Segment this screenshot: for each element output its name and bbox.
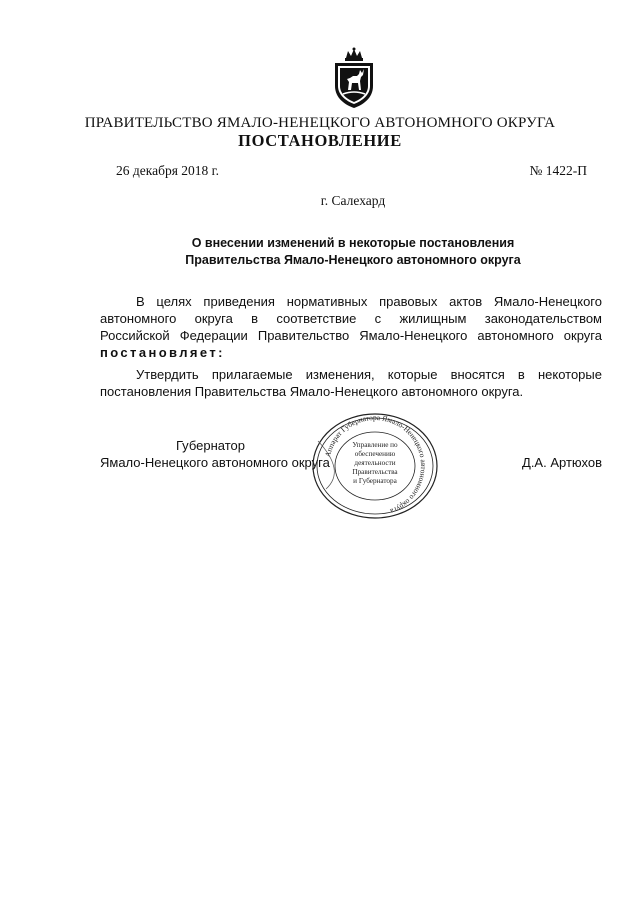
paragraph-line: В целях приведения нормативных правовых актов Ямало-Ненецкого — [136, 294, 602, 309]
document-city: г. Салехард — [320, 193, 386, 208]
document-number: № 1422-П — [529, 163, 587, 178]
subject-line: Правительства Ямало-Ненецкого автономного округа — [185, 253, 521, 267]
seal-text: Управление по — [352, 441, 398, 449]
paragraph-line: Утвердить прилагаемые изменения, которые вносятся в некоторые — [136, 367, 602, 382]
resolution-paragraph — [100, 366, 602, 400]
svg-text:Аппарат Губернатора Ямало-Нене: Аппарат Губернатора Ямало-Ненецкого автономного округа — [322, 412, 429, 517]
paragraph-line: автономного округа в соответствие с жилищным законодательством — [100, 311, 602, 326]
seal-text: деятельности — [354, 459, 396, 467]
signatory-name: Д.А. Артюхов — [522, 455, 602, 470]
resolves-word: постановляет: — [100, 345, 225, 360]
signatory-title — [100, 437, 330, 471]
signatory-position: Губернатор — [176, 438, 245, 453]
seal-text: и Губернатора — [353, 477, 397, 485]
coat-of-arms-icon — [331, 46, 377, 110]
government-name: ПРАВИТЕЛЬСТВО ЯМАЛО-НЕНЕЦКОГО АВТОНОМНОГО ОКРУГА — [84, 115, 556, 131]
document-date: 26 декабря 2018 г. — [116, 163, 220, 178]
seal-text: обеспечению — [354, 450, 396, 458]
subject-line: О внесении изменений в некоторые постановления — [191, 236, 515, 250]
seal-text: Правительства — [352, 468, 398, 476]
preamble-paragraph — [100, 293, 602, 361]
paragraph-line: Российской Федерации Правительство Ямало-Ненецкого автономного округа — [100, 328, 602, 343]
document-type: ПОСТАНОВЛЕНИЕ — [238, 131, 402, 150]
signatory-region: Ямало-Ненецкого автономного округа — [100, 455, 330, 470]
official-seal-icon — [306, 411, 444, 521]
document-subject — [0, 235, 640, 269]
paragraph-line: постановления Правительства Ямало-Ненецкого автономного округа. — [100, 384, 524, 399]
